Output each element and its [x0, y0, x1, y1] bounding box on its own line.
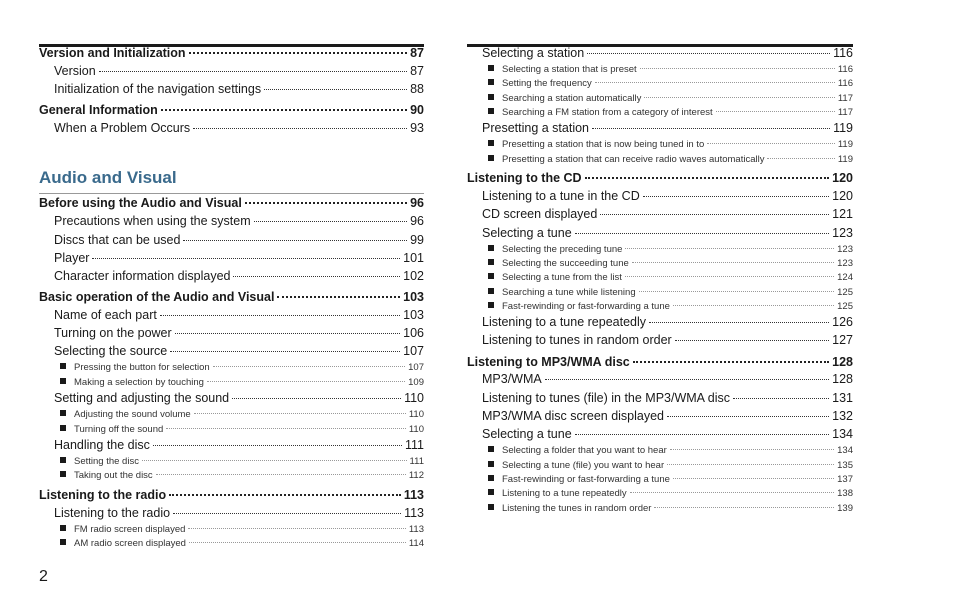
dot-leader — [254, 221, 407, 222]
dot-leader — [170, 351, 400, 352]
toc-entry-page: 134 — [832, 427, 853, 441]
toc-section — [54, 269, 424, 283]
toc-section — [482, 427, 853, 441]
toc-entry-page: 124 — [837, 272, 853, 283]
toc-subsection — [488, 64, 853, 75]
toc-entry-title: Precautions when using the system — [54, 214, 251, 228]
toc-entry-title: Version and Initialization — [39, 46, 186, 60]
dot-leader — [667, 464, 834, 465]
dot-leader — [213, 366, 405, 367]
toc-entry-title: Selecting the succeeding tune — [502, 258, 629, 269]
toc-entry-page: 121 — [832, 207, 853, 221]
toc-entry-title: Selecting a tune (file) you want to hear — [502, 460, 665, 471]
dot-leader — [142, 460, 407, 461]
toc-entry-page: 128 — [832, 355, 853, 369]
toc-entry-page: 123 — [837, 244, 853, 255]
toc-chapter — [39, 290, 424, 304]
bullet-square-icon — [488, 461, 494, 467]
toc-entry-page: 111 — [409, 456, 424, 467]
dot-leader — [173, 513, 401, 514]
bullet-square-icon — [488, 259, 494, 265]
toc-section — [54, 233, 424, 247]
dot-leader — [767, 158, 834, 159]
dot-leader — [166, 428, 406, 429]
toc-entry-title: Selecting a folder that you want to hear — [502, 445, 667, 456]
toc-entry-title: CD screen displayed — [482, 207, 598, 221]
toc-section — [482, 409, 853, 423]
toc-entry-page: 106 — [403, 326, 424, 340]
toc-entry-page: 93 — [410, 121, 424, 135]
bullet-square-icon — [60, 410, 66, 416]
toc-section — [482, 333, 853, 347]
toc-section — [54, 251, 424, 265]
toc-entry-title: Listening to MP3/WMA disc — [467, 355, 630, 369]
dot-leader — [156, 474, 406, 475]
toc-entry-title: Initialization of the navigation settings — [54, 82, 262, 96]
toc-section — [54, 391, 424, 405]
toc-entry-page: 110 — [408, 424, 424, 435]
toc-entry-title: Selecting a tune — [482, 427, 572, 441]
toc-entry-page: 138 — [837, 488, 853, 499]
toc-entry-page: 99 — [410, 233, 424, 247]
toc-entry-page: 126 — [832, 315, 853, 329]
toc-section — [482, 372, 853, 386]
toc-chapter — [467, 171, 853, 185]
toc-entry-page: 120 — [832, 189, 853, 203]
dot-leader — [188, 528, 405, 529]
toc-entry-page: 137 — [837, 474, 853, 485]
toc-entry-page: 113 — [403, 488, 424, 502]
toc-subsection — [488, 445, 853, 456]
toc-entry-page: 107 — [408, 362, 424, 373]
toc-entry-page: 119 — [837, 139, 853, 150]
toc-entry-title: Searching a FM station from a category of interest — [502, 107, 713, 118]
dot-leader — [733, 398, 829, 399]
toc-entry-page: 109 — [408, 377, 424, 388]
dot-leader — [633, 361, 829, 363]
dot-leader — [160, 315, 400, 316]
dot-leader — [161, 109, 407, 111]
toc-entry-title: Basic operation of the Audio and Visual — [39, 290, 275, 304]
toc-entry-title: Selecting the preceding tune — [502, 244, 623, 255]
toc-section — [482, 226, 853, 240]
toc-chapter — [39, 196, 424, 210]
dot-leader — [545, 379, 829, 380]
bullet-square-icon — [488, 65, 494, 71]
toc-chapter — [467, 355, 853, 369]
dot-leader — [673, 305, 834, 306]
dot-leader — [667, 416, 829, 417]
toc-entry-page: 135 — [837, 460, 853, 471]
toc-entry-title: Selecting the source — [54, 344, 168, 358]
toc-entry-page: 90 — [410, 103, 424, 117]
toc-subsection — [488, 488, 853, 499]
toc-entry-title: Listening to tunes (file) in the MP3/WMA disc — [482, 391, 731, 405]
toc-entry-title: Pressing the button for selection — [74, 362, 210, 373]
dot-leader — [194, 413, 406, 414]
toc-entry-title: Setting the disc — [74, 456, 139, 467]
toc-chapter — [39, 103, 424, 117]
bullet-square-icon — [60, 378, 66, 384]
toc-entry-page: 101 — [403, 251, 424, 265]
toc-entry-page: 103 — [403, 290, 424, 304]
toc-subsection — [488, 139, 853, 150]
dot-leader — [673, 478, 834, 479]
toc-entry-title: Searching a station automatically — [502, 93, 642, 104]
toc-entry-title: Turning on the power — [54, 326, 172, 340]
toc-entry-page: 113 — [408, 524, 424, 535]
toc-section — [54, 438, 424, 452]
toc-subsection — [60, 470, 424, 481]
toc-entry-page: 116 — [837, 78, 853, 89]
bullet-square-icon — [488, 475, 494, 481]
bullet-square-icon — [488, 79, 494, 85]
toc-entry-page: 116 — [837, 64, 853, 75]
toc-subsection — [60, 456, 424, 467]
toc-subsection — [488, 258, 853, 269]
bullet-square-icon — [60, 457, 66, 463]
toc-entry-page: 117 — [837, 93, 853, 104]
dot-leader — [277, 296, 400, 298]
toc-section — [54, 64, 424, 78]
toc-entry-page: 110 — [404, 391, 424, 405]
toc-subsection — [488, 474, 853, 485]
toc-section — [482, 46, 853, 60]
bullet-square-icon — [60, 539, 66, 545]
toc-subsection — [488, 460, 853, 471]
toc-entry-title: Before using the Audio and Visual — [39, 196, 242, 210]
toc-section — [54, 344, 424, 358]
bullet-square-icon — [488, 489, 494, 495]
toc-entry-title: Selecting a tune from the list — [502, 272, 622, 283]
dot-leader — [245, 202, 407, 204]
dot-leader — [649, 322, 829, 323]
dot-leader — [575, 233, 829, 234]
dot-leader — [595, 82, 835, 83]
toc-subsection — [60, 377, 424, 388]
toc-entry-page: 132 — [832, 409, 853, 423]
dot-leader — [592, 128, 830, 129]
toc-entry-title: Listening to tunes in random order — [482, 333, 672, 347]
toc-subsection — [488, 107, 853, 118]
bullet-square-icon — [488, 155, 494, 161]
toc-entry-page: 88 — [410, 82, 424, 96]
toc-entry-title: Version — [54, 64, 96, 78]
toc-entry-page: 103 — [403, 308, 424, 322]
toc-entry-title: Presetting a station — [482, 121, 590, 135]
bullet-square-icon — [488, 245, 494, 251]
bullet-square-icon — [488, 288, 494, 294]
toc-subsection — [488, 272, 853, 283]
bullet-square-icon — [488, 140, 494, 146]
toc-subsection — [60, 424, 424, 435]
toc-entry-title: Discs that can be used — [54, 233, 181, 247]
toc-entry-title: Searching a tune while listening — [502, 287, 636, 298]
toc-entry-page: 134 — [837, 445, 853, 456]
toc-entry-page: 114 — [408, 538, 424, 549]
dot-leader — [99, 71, 407, 72]
toc-entry-page: 96 — [410, 196, 424, 210]
toc-entry-title: Turning off the sound — [74, 424, 164, 435]
toc-chapter — [39, 488, 424, 502]
toc-subsection — [488, 244, 853, 255]
dot-leader — [625, 248, 834, 249]
toc-entry-page: 127 — [832, 333, 853, 347]
toc-entry-title: Fast-rewinding or fast-forwarding a tune — [502, 301, 670, 312]
toc-entry-title: Listening to the radio — [39, 488, 167, 502]
dot-leader — [207, 381, 405, 382]
toc-entry-title: MP3/WMA disc screen displayed — [482, 409, 665, 423]
bullet-square-icon — [60, 363, 66, 369]
toc-entry-title: Listening to a tune repeatedly — [502, 488, 627, 499]
toc-section — [54, 326, 424, 340]
dot-leader — [264, 89, 407, 90]
dot-leader — [675, 340, 829, 341]
dot-leader — [575, 434, 829, 435]
toc-entry-page: 116 — [833, 46, 853, 60]
toc-entry-page: 131 — [832, 391, 853, 405]
toc-entry-page: 125 — [837, 301, 853, 312]
section-heading: Audio and Visual — [39, 168, 177, 187]
dot-leader — [585, 177, 830, 179]
toc-entry-page: 119 — [837, 154, 853, 165]
toc-entry-page: 123 — [837, 258, 853, 269]
dot-leader — [232, 398, 401, 399]
toc-section — [54, 308, 424, 322]
toc-entry-title: Presetting a station that can receive radio waves automatically — [502, 154, 765, 165]
toc-entry-title: Listening to a tune in the CD — [482, 189, 640, 203]
toc-section — [54, 82, 424, 96]
dot-leader — [640, 68, 835, 69]
bullet-square-icon — [60, 471, 66, 477]
dot-leader — [587, 53, 830, 54]
toc-entry-page: 111 — [404, 438, 424, 452]
toc-entry-page: 87 — [410, 64, 424, 78]
toc-subsection — [60, 524, 424, 535]
dot-leader — [625, 276, 834, 277]
toc-entry-title: Fast-rewinding or fast-forwarding a tune — [502, 474, 670, 485]
toc-entry-title: Setting the frequency — [502, 78, 592, 89]
toc-entry-title: Listening to the radio — [54, 506, 171, 520]
toc-entry-page: 87 — [410, 46, 424, 60]
toc-subsection — [488, 154, 853, 165]
dot-leader — [153, 445, 402, 446]
dot-leader — [630, 492, 834, 493]
toc-entry-title: Taking out the disc — [74, 470, 153, 481]
dot-leader — [600, 214, 829, 215]
dot-leader — [233, 276, 400, 277]
dot-leader — [654, 507, 834, 508]
toc-entry-page: 128 — [832, 372, 853, 386]
toc-entry-title: Selecting a station that is preset — [502, 64, 637, 75]
toc-entry-page: 110 — [408, 409, 424, 420]
toc-entry-title: Handling the disc — [54, 438, 150, 452]
toc-section — [482, 391, 853, 405]
toc-entry-page: 119 — [833, 121, 853, 135]
toc-section — [482, 207, 853, 221]
toc-entry-title: Presetting a station that is now being tuned in to — [502, 139, 705, 150]
toc-section — [482, 315, 853, 329]
toc-entry-page: 120 — [832, 171, 853, 185]
bullet-square-icon — [488, 504, 494, 510]
toc-entry-title: Listening the tunes in random order — [502, 503, 652, 514]
toc-section — [482, 189, 853, 203]
toc-entry-title: Adjusting the sound volume — [74, 409, 191, 420]
toc-subsection — [488, 503, 853, 514]
dot-leader — [670, 449, 834, 450]
toc-entry-title: Character information displayed — [54, 269, 231, 283]
toc-section — [54, 121, 424, 135]
dot-leader — [189, 542, 406, 543]
dot-leader — [175, 333, 400, 334]
toc-entry-title: When a Problem Occurs — [54, 121, 191, 135]
toc-subsection — [488, 301, 853, 312]
toc-entry-page: 139 — [837, 503, 853, 514]
toc-section — [54, 506, 424, 520]
toc-subsection — [60, 409, 424, 420]
dot-leader — [639, 291, 835, 292]
toc-entry-title: Making a selection by touching — [74, 377, 204, 388]
bullet-square-icon — [60, 425, 66, 431]
bullet-square-icon — [60, 525, 66, 531]
toc-entry-page: 117 — [837, 107, 853, 118]
toc-subsection — [488, 93, 853, 104]
dot-leader — [169, 494, 401, 496]
dot-leader — [716, 111, 835, 112]
dot-leader — [707, 143, 835, 144]
dot-leader — [183, 240, 407, 241]
toc-entry-title: Listening to the CD — [467, 171, 582, 185]
bullet-square-icon — [488, 302, 494, 308]
dot-leader — [632, 262, 834, 263]
toc-subsection — [488, 287, 853, 298]
toc-entry-title: AM radio screen displayed — [74, 538, 186, 549]
toc-entry-page: 96 — [410, 214, 424, 228]
dot-leader — [189, 52, 408, 54]
toc-entry-page: 113 — [404, 506, 424, 520]
toc-entry-title: Selecting a station — [482, 46, 585, 60]
bullet-square-icon — [488, 273, 494, 279]
toc-entry-page: 102 — [403, 269, 424, 283]
toc-entry-title: Name of each part — [54, 308, 157, 322]
toc-entry-title: Setting and adjusting the sound — [54, 391, 230, 405]
page-number: 2 — [39, 568, 48, 585]
toc-subsection — [60, 362, 424, 373]
toc-section — [482, 121, 853, 135]
toc-entry-page: 112 — [408, 470, 424, 481]
dot-leader — [644, 97, 834, 98]
toc-entry-page: 125 — [837, 287, 853, 298]
bullet-square-icon — [488, 446, 494, 452]
bullet-square-icon — [488, 108, 494, 114]
toc-entry-title: MP3/WMA — [482, 372, 542, 386]
toc-entry-page: 107 — [403, 344, 424, 358]
toc-entry-title: FM radio screen displayed — [74, 524, 186, 535]
toc-entry-page: 123 — [832, 226, 853, 240]
dot-leader — [193, 128, 407, 129]
toc-subsection — [60, 538, 424, 549]
toc-section — [54, 214, 424, 228]
toc-entry-title: Player — [54, 251, 90, 265]
bullet-square-icon — [488, 94, 494, 100]
dot-leader — [643, 196, 829, 197]
toc-entry-title: General Information — [39, 103, 158, 117]
section-divider — [39, 193, 424, 194]
toc-entry-title: Selecting a tune — [482, 226, 572, 240]
toc-entry-title: Listening to a tune repeatedly — [482, 315, 647, 329]
dot-leader — [92, 258, 400, 259]
toc-chapter — [39, 46, 424, 60]
toc-subsection — [488, 78, 853, 89]
